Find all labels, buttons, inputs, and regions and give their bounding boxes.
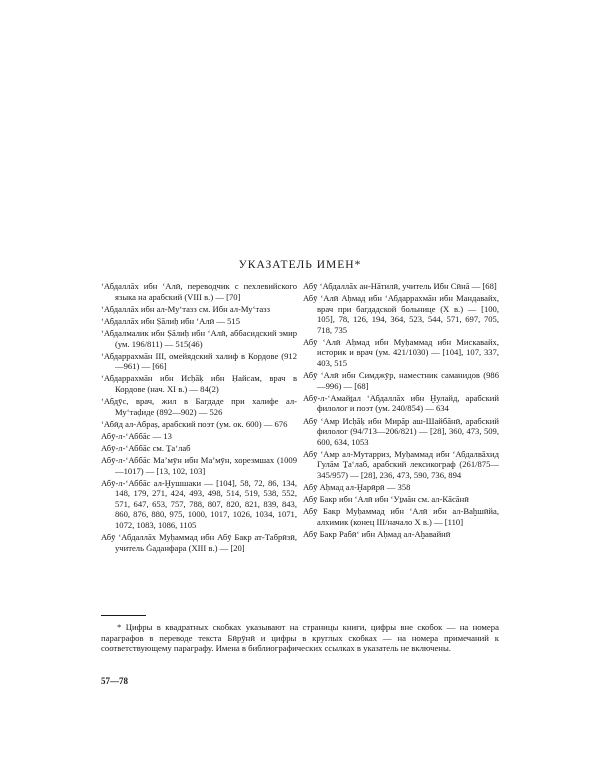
index-entry: ʻАбдаллāх ибн ал-Муʻтазз см. Ибн ал-Муʻтазз <box>101 303 271 314</box>
index-entry: Абӯ-л-ʻАббāс ал-Ḫушшаки — [104], 58, 72, 86, 134, 148, 179, 271, 424, 493, 498, 514, 519, 538, 552, 571, 647, 653, 757, 788, 807, 820, 821, 839, 843, 860, 876, 880, 975, 1000, 1017, 1026, 1034, 1071, 1072, 1083, 1086, 1105 <box>101 477 297 531</box>
index-entry: ʻАбдаррахмāн ибн Исḥāḳ ибн Ḥайсам, врач в Кордове (нач. XI в.) — 84(2) <box>101 373 297 394</box>
index-entry: Абӯ ʻАмр ал-Мутарриз, Муḥаммад ибн ʻАбдалвāхид Гулāм Ṯаʻлаб, арабский лексикограф (261/875—345/957) — [28], 236, 473, 590, 736, 894 <box>303 448 499 480</box>
index-entry: ʻАбдӯс, врач, жил в Багдаде при халифе ал-Муʻтаḍиде (892—902) — 526 <box>101 396 297 417</box>
index-entry: ʻАбдаррахмāн III, омейядский халиф в Кордове (912—961) — [66] <box>101 350 297 372</box>
index-entry: Абӯ-л-ʻАббāс — 13 <box>101 430 172 441</box>
index-entry: ʻАбдаллāх ибн ʻАлӣ, переводчик с пехлевийского языка на арабский (VIII в.) — [70] <box>101 281 297 302</box>
index-entry: ʻАбдаллāх ибн Ṣāлиḥ ибн ʻАлӣ — 515 <box>101 315 240 326</box>
index-entry: Абӯ ʻАмр Исḥāḳ ибн Мирāр аш-Шайбāнӣ, арабский филолог (94/713—206/821) — [28], 360, 473, 509, 600, 634, 1053 <box>303 415 499 447</box>
page-title: УКАЗАТЕЛЬ ИМЕН* <box>238 259 362 271</box>
index-entry: Абӯ Аḥмад ал-Ḫарӣрӣ — 358 <box>303 482 411 492</box>
footnote: * Цифры в квадратных скобках указывают на страницы книги, цифры вне скобок — на номера параграфов в переводе текста Бӣрӯнӣ и цифры в круглых скобках — на номера примечаний к соответствующему параграфу. Имена в библиографических ссылках в указатель не включены. <box>101 622 499 654</box>
index-entry: Абӯ Бакр ибн ʻАлӣ ибн ʻУṯмāн см. ал-Кāсāнӣ <box>303 494 469 505</box>
index-entry: Абӯ Бакр Муḥаммад ибн ʻАлӣ ибн ал-Ваḫшӣйа, алхимик (конец III/начало X в.) — [110] <box>303 506 499 527</box>
index-entry: Абӯ-л-ʻАббāс Маʼмӯн ибн Маʼмӯн, хорезмшах (1009—1017) — [13, 102, 103] <box>101 455 297 476</box>
index-entry: Абӯ ʻАбдаллāх Муḥаммад ибн Абӯ Бакр ат-Табрӣзӣ, учитель Ġаданфара (XIII в.) — [20] <box>101 532 297 553</box>
index-entry: ʻАбӣд ал-Абраṣ, арабский поэт (ум. ок. 600) — 676 <box>101 418 288 429</box>
index-entry: Абӯ ʻАлӣ Аḥмад ибн ʻАбдаррахмāн ибн Мандавайх, врач при багдадской больнице (X в.) — [100, 105], 78, 126, 194, 364, 523, 544, 571, 697, 705, 718, 735 <box>303 293 499 335</box>
index-entry: Абӯ ʻАбдаллāх ан-Нāтилӣ, учитель Ибн Сӣнā — [68] <box>303 281 497 291</box>
index-entry: Абӯ Бакр Рабӣʻ ибн Аḥмад ал-Аḫавайнӣ <box>303 528 451 539</box>
index-column-right <box>303 281 499 541</box>
index-entry: Абӯ ʻАлӣ ибн Симджӯр, наместник саманидов (986—996) — [68] <box>303 370 499 391</box>
index-entry: Абӯ-л-ʻАмайṯал ʻАбдаллāх ибн Ḫулайд, арабский филолог и поэт (ум. 240/854) — 634 <box>303 392 499 414</box>
index-entry: ʻАбдалмалик ибн Ṣāлиḥ ибн ʻАлӣ, аббасидский эмир (ум. 196/811) — 515(46) <box>101 327 297 349</box>
index-entry: Абӯ ʻАлӣ Аḥмад ибн Муḥаммад ибн Мискавайх, историк и врач (ум. 421/1030) — [104], 107, 337, 403, 515 <box>303 336 499 369</box>
footnote-divider <box>101 615 146 616</box>
signature-mark: 57—78 <box>101 676 128 686</box>
index-entry: Абӯ-л-ʻАббāс см. Ṯаʻлаб <box>101 443 191 453</box>
index-column-left <box>101 281 297 555</box>
